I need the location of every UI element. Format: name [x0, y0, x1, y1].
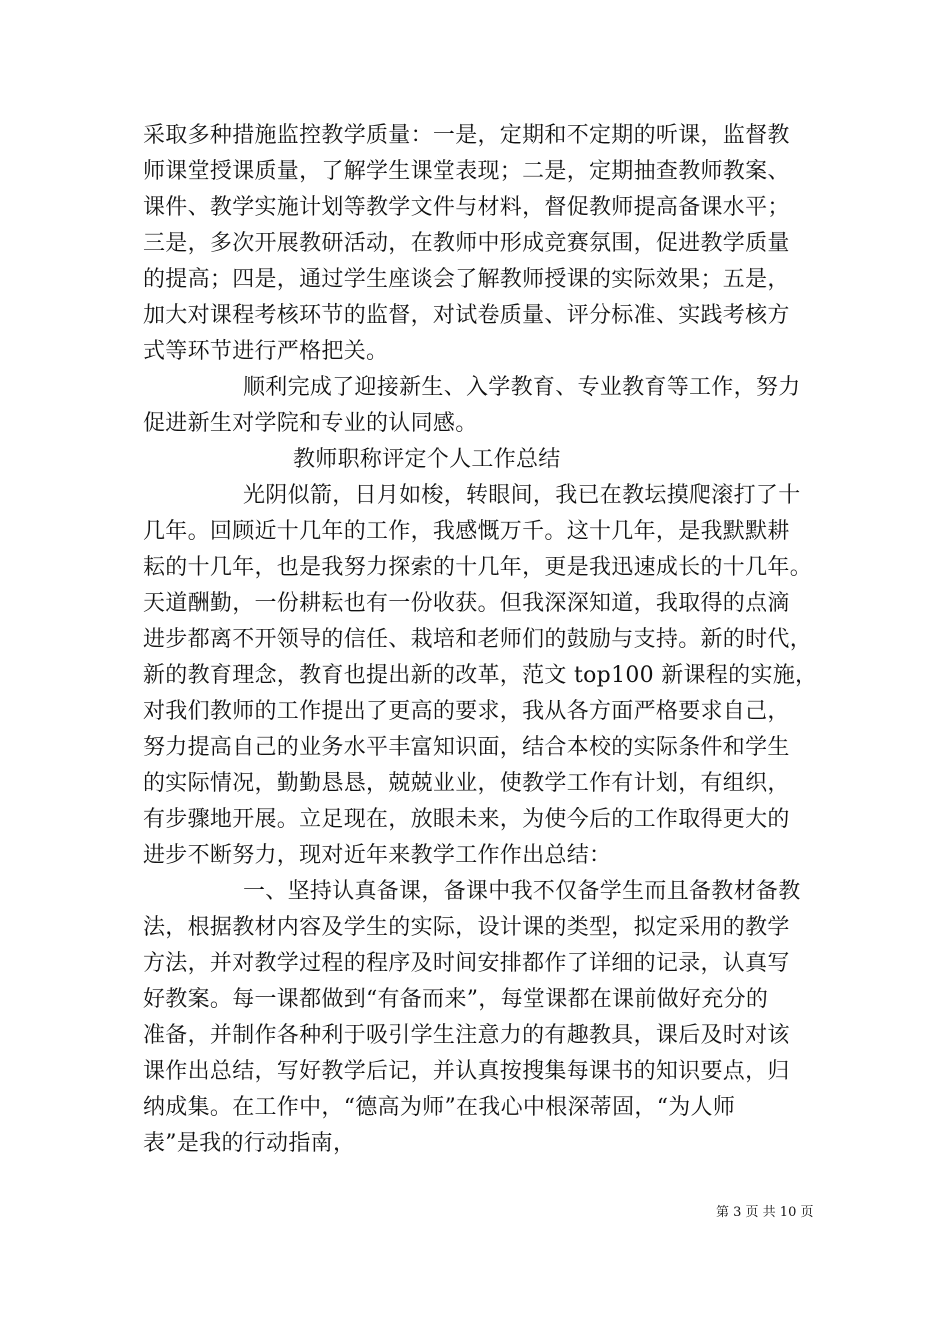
text-line: 耘的十几年，也是我努力探索的十几年，更是我迅速成长的十几年。: [143, 555, 813, 580]
paragraph-intro-summary: [143, 478, 818, 874]
page-number: 第 3 页 共 10 页: [716, 1205, 814, 1220]
text-line: 一、坚持认真备课，备课中我不仅备学生而且备教材备教: [243, 879, 801, 904]
text-line: 几年。回顾近十几年的工作，我感慨万千。这十几年，是我默默耕: [143, 519, 790, 544]
text-line: 的提高；四是，通过学生座谈会了解教师授课的实际效果；五是，: [143, 267, 790, 292]
text-line: 课作出总结，写好教学后记，并认真按搜集每课书的知识要点，归: [143, 1059, 790, 1084]
text-line: 三是，多次开展教研活动，在教师中形成竞赛氛围，促进教学质量: [143, 231, 790, 256]
text-line: 进步不断努力，现对近年来教学工作作出总结：: [143, 843, 612, 868]
text-line: 加大对课程考核环节的监督，对试卷质量、评分标准、实践考核方: [143, 303, 790, 328]
text-line: 纳成集。在工作中，“德高为师”在我心中根深蒂固，“为人师: [143, 1095, 736, 1120]
text-line: 对我们教师的工作提出了更高的要求，我从各方面严格要求自己，: [143, 699, 790, 724]
text-line: 努力提高自己的业务水平丰富知识面，结合本校的实际条件和学生: [143, 735, 790, 760]
text-line: 好教案。每一课都做到“有备而来”，每堂课都在课前做好充分的: [143, 987, 769, 1012]
text-line: 表”是我的行动指南，: [143, 1131, 356, 1156]
text-line: 的实际情况，勤勤恳恳，兢兢业业，使教学工作有计划，有组织，: [143, 771, 790, 796]
text-line: 新的教育理念，教育也提出新的改革，范文 top100 新课程的实施，: [143, 663, 818, 688]
paragraph-quality-monitoring: [143, 118, 813, 370]
text-line: 有步骤地开展。立足现在，放眼未来，为使今后的工作取得更大的: [143, 807, 790, 832]
text-line: 方法，并对教学过程的程序及时间安排都作了详细的记录，认真写: [143, 951, 790, 976]
document-body: [143, 118, 818, 1162]
text-line: 光阴似箭，日月如梭，转眼间，我已在教坛摸爬滚打了十: [243, 483, 801, 508]
text-line: 进步都离不开领导的信任、栽培和老师们的鼓励与支持。新的时代，: [143, 627, 813, 652]
text-line: 采取多种措施监控教学质量：一是，定期和不定期的听课，监督教: [143, 123, 790, 148]
text-line: 天道酬勤，一份耕耘也有一份收获。但我深深知道，我取得的点滴: [143, 591, 790, 616]
paragraph-new-students: [143, 370, 813, 442]
text-line: 课件、教学实施计划等教学文件与材料，督促教师提高备课水平；: [143, 195, 790, 220]
section-heading: 教师职称评定个人工作总结: [293, 447, 561, 472]
text-line: 式等环节进行严格把关。: [143, 339, 389, 364]
text-line: 准备，并制作各种利于吸引学生注意力的有趣教具，课后及时对该: [143, 1023, 790, 1048]
text-line: 师课堂授课质量，了解学生课堂表现；二是，定期抽查教师教案、: [143, 159, 790, 184]
text-line: 顺利完成了迎接新生、入学教育、专业教育等工作，努力: [243, 375, 801, 400]
text-line: 法，根据教材内容及学生的实际，设计课的类型，拟定采用的教学: [143, 915, 790, 940]
paragraph-lesson-preparation: [143, 874, 813, 1162]
text-line: 促进新生对学院和专业的认同感。: [143, 411, 478, 436]
